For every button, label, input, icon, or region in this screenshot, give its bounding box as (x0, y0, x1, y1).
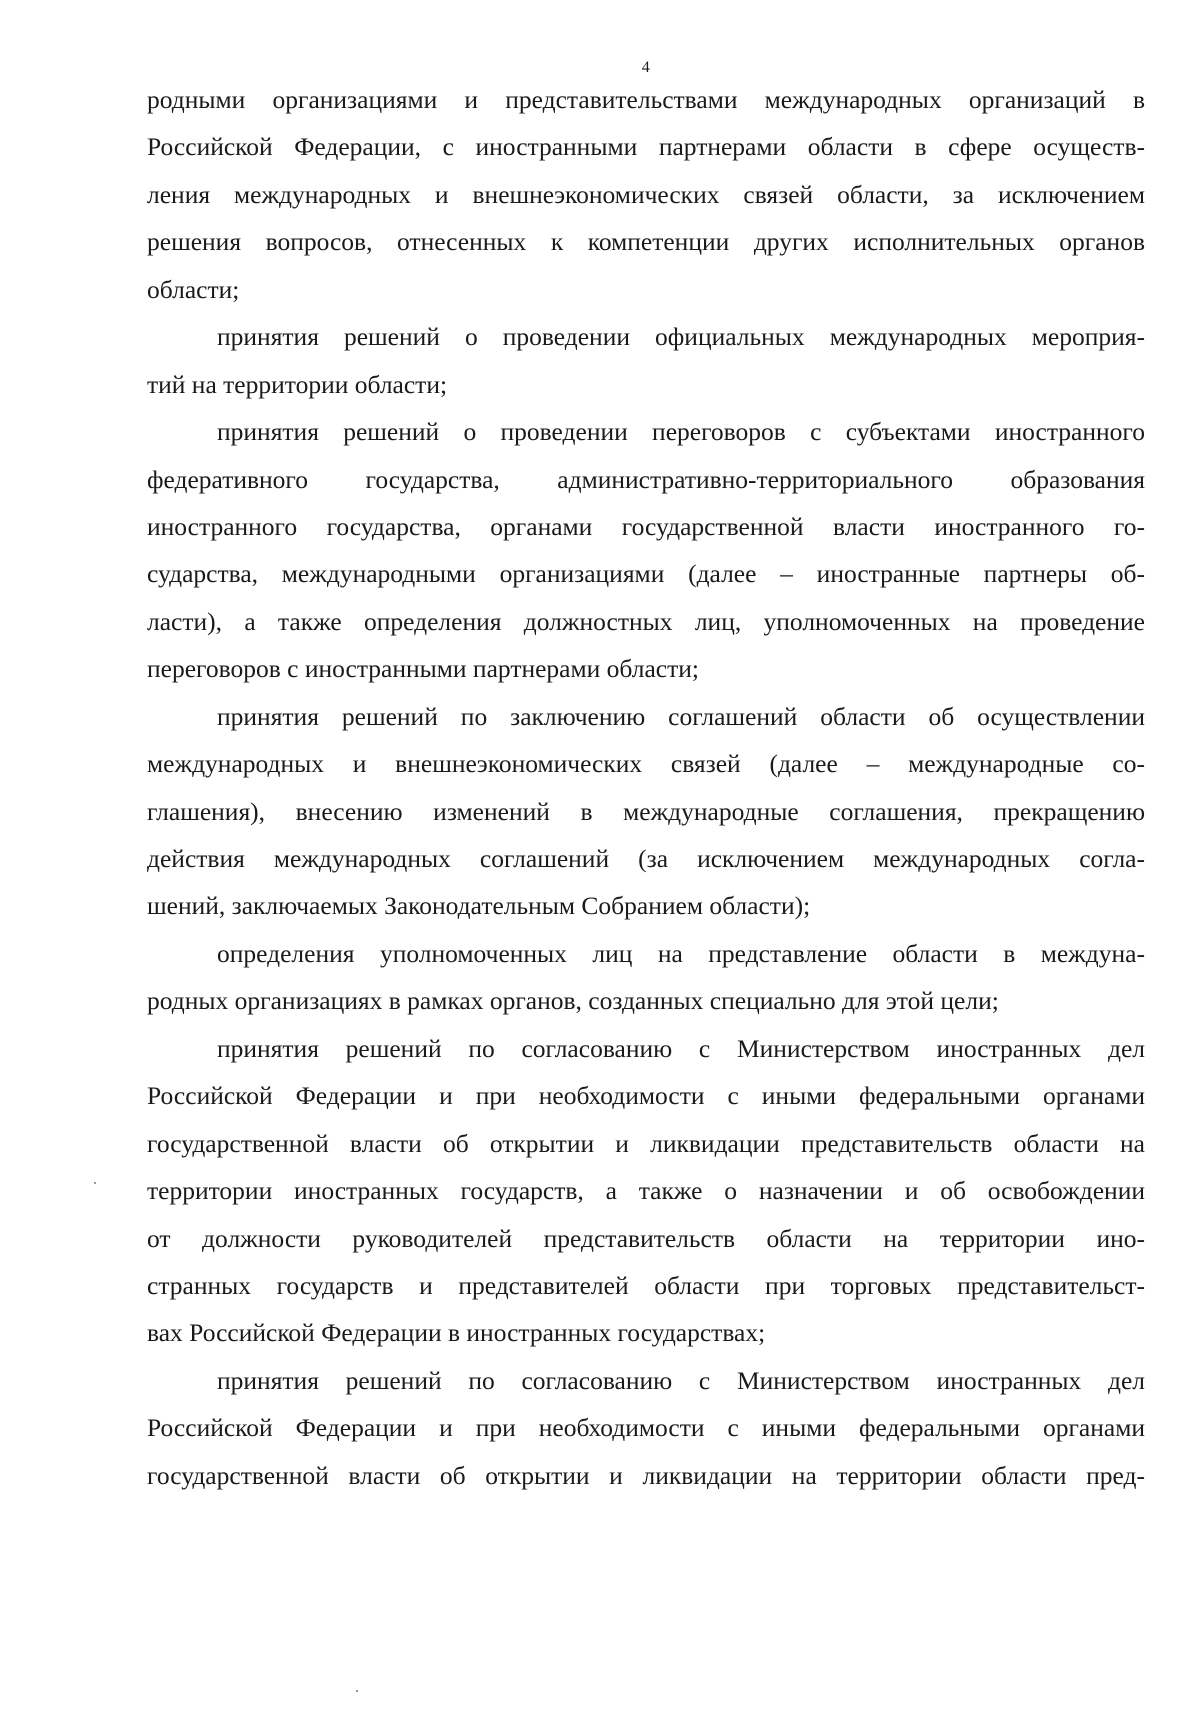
text-line: тий на территории области; (147, 369, 448, 399)
text-line: международных и внешнеэкономических связей (далее – международные со- (147, 749, 1145, 779)
text-line: от должности руководителей представительств области на территории ино- (147, 1223, 1145, 1253)
text-line: родными организациями и представительствами международных организаций в (147, 85, 1145, 114)
text-line: родных организациях в рамках органов, созданных специально для этой цели; (147, 986, 999, 1016)
page-number: 4 (641, 59, 651, 76)
paragraph-start-line: принятия решений по согласованию с Министерством иностранных дел (217, 1033, 1145, 1063)
text-line: ласти), а также определения должностных лиц, уполномоченных на проведение (147, 606, 1145, 636)
text-line: государственной власти об открытии и ликвидации представительств области на (147, 1128, 1145, 1158)
text-line: странных государств и представителей области при торговых представительст- (147, 1270, 1145, 1300)
text-line: шений, заключаемых Законодательным Собранием области); (147, 891, 811, 921)
paragraph-start-line: принятия решений о проведении официальных международных мероприя- (217, 322, 1145, 352)
text-line: Российской Федерации и при необходимости с иными федеральными органами (147, 1081, 1145, 1111)
text-line: Российской Федерации и при необходимости с иными федеральными органами (147, 1413, 1145, 1443)
paragraph-start-line: принятия решений по заключению соглашений области об осуществлении (217, 701, 1145, 731)
text-line: действия международных соглашений (за исключением международных согла- (147, 844, 1145, 873)
paragraph-start-line: определения уполномоченных лиц на представление области в междуна- (217, 938, 1145, 968)
paragraph-start-line: принятия решений о проведении переговоров с субъектами иностранного (217, 417, 1145, 447)
text-line: государственной власти об открытии и ликвидации на территории области пред- (147, 1460, 1145, 1490)
text-line: федеративного государства, административно-территориального образования (147, 464, 1145, 494)
text-line: иностранного государства, органами государственной власти иностранного го- (147, 511, 1145, 541)
text-line: решения вопросов, отнесенных к компетенции других исполнительных органов (147, 227, 1145, 257)
text-line: переговоров с иностранными партнерами области; (147, 654, 699, 684)
text-line: территории иностранных государств, а также о назначении и об освобождении (147, 1176, 1145, 1206)
text-line: сударства, международными организациями (далее – иностранные партнеры об- (147, 559, 1145, 589)
text-line: ления международных и внешнеэкономических связей области, за исключением (147, 179, 1145, 209)
document-body (147, 76, 1145, 1499)
paragraph-start-line: принятия решений по согласованию с Министерством иностранных дел (217, 1365, 1145, 1395)
scan-speck (356, 1690, 358, 1692)
text-line: области; (147, 274, 240, 304)
text-line: вах Российской Федерации в иностранных государствах; (147, 1318, 766, 1348)
text-line: Российской Федерации, с иностранными партнерами области в сфере осуществ- (147, 132, 1145, 162)
scan-speck (94, 1182, 96, 1184)
text-line: глашения), внесению изменений в международные соглашения, прекращению (147, 796, 1145, 826)
